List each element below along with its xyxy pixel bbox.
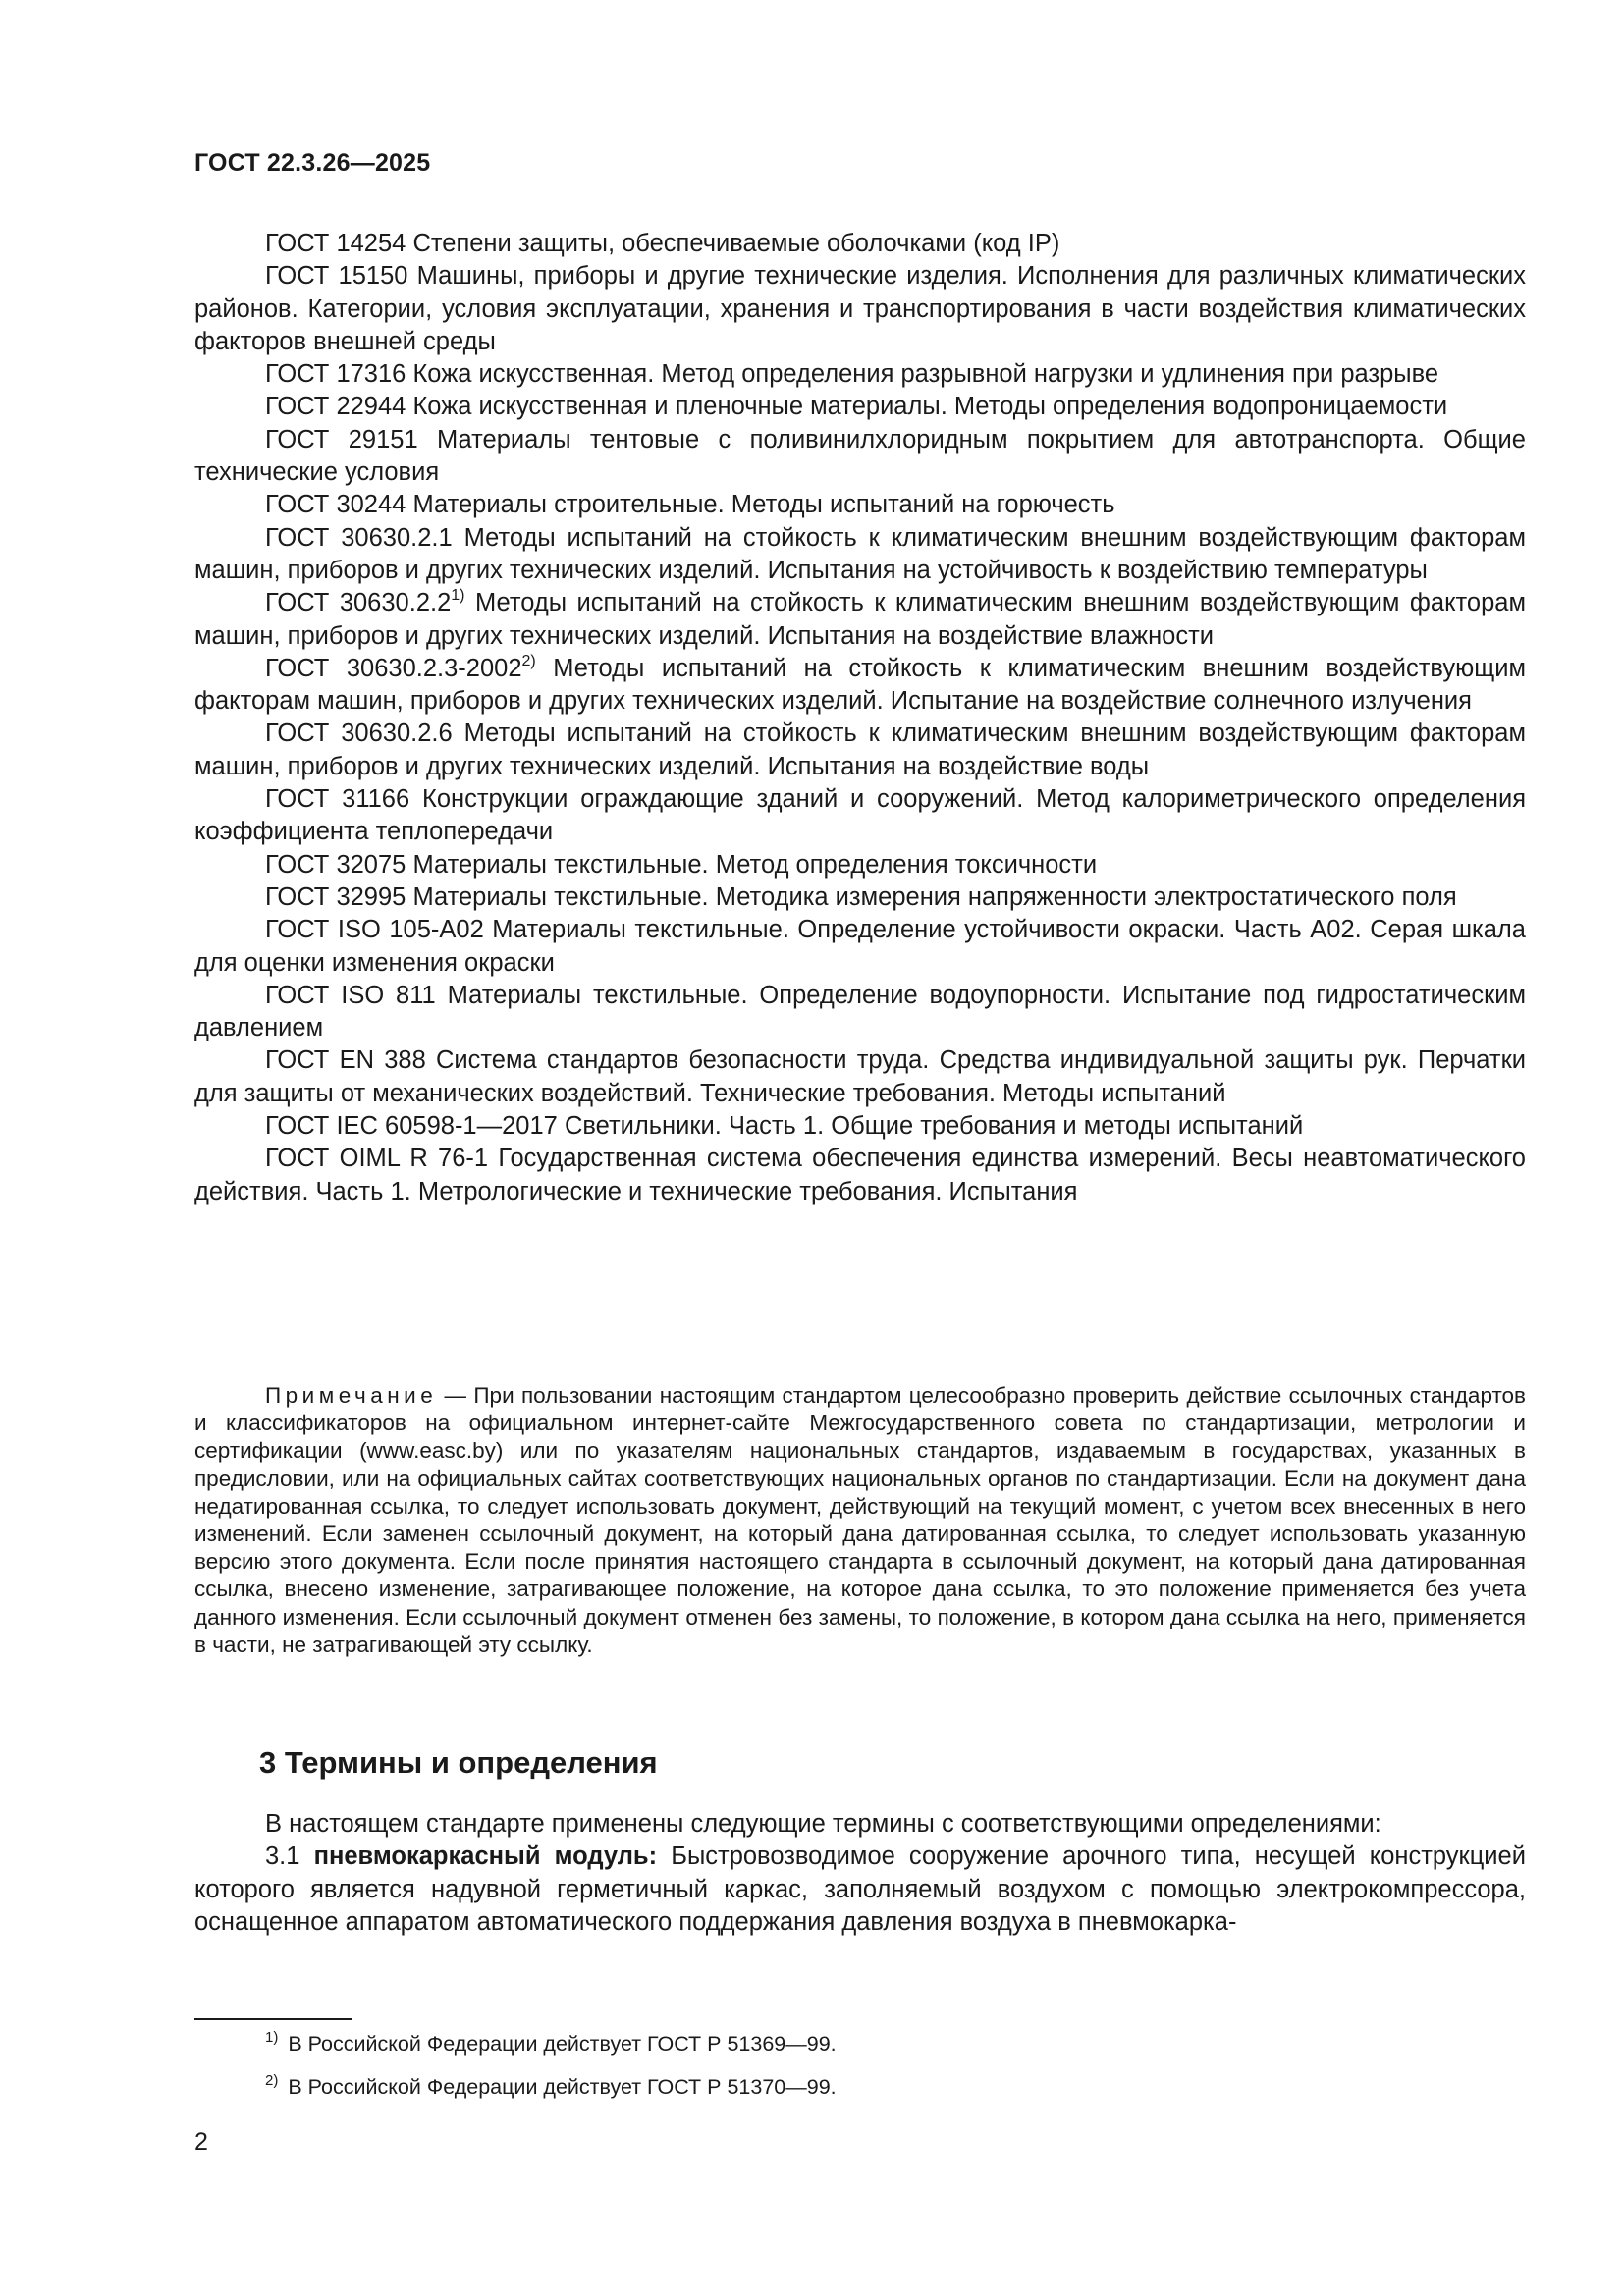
- term-name: пневмокаркасный модуль:: [313, 1842, 658, 1871]
- reference-title: Методы испытаний на стойкость к климатическим внешним воздействующим факторам машин, приборов и других технических изделий. Испытания на воздействие воды: [194, 720, 1526, 780]
- reference-code: ГОСТ ISO 105-A02: [265, 916, 484, 944]
- reference-title: Материалы текстильные. Методика измерения напряженности электростатического поля: [412, 882, 1457, 911]
- reference-code: ГОСТ 30630.2.1: [265, 523, 453, 552]
- reference-title: Материалы текстильные. Определение устойчивости окраски. Часть A02. Серая шкала для оценки изменения окраски: [194, 916, 1526, 977]
- reference-code: ГОСТ 17316: [265, 360, 406, 389]
- reference-item: [194, 980, 1526, 1045]
- reference-item: [194, 783, 1526, 849]
- reference-title: Материалы строительные. Методы испытаний на горючесть: [412, 491, 1115, 519]
- reference-code: ГОСТ EN 388: [265, 1046, 426, 1075]
- footnote-separator: [194, 2018, 352, 2020]
- footnote-marker: 2): [521, 652, 536, 669]
- reference-title: Методы испытаний на стойкость к климатическим внешним воздействующим факторам машин, приборов и других технических изделий. Испытание на воздействие солнечного излучения: [194, 654, 1526, 716]
- section-title: 3 Термины и определения: [259, 1745, 658, 1780]
- reference-item: [194, 391, 1526, 423]
- reference-title: Кожа искусственная и пленочные материалы. Методы определения водопроницаемости: [412, 393, 1448, 421]
- reference-code: ГОСТ 29151: [265, 425, 418, 454]
- section-intro: В настоящем стандарте применены следующие термины с соответствующими определениями:: [265, 1810, 1381, 1838]
- footnote-item: [265, 2065, 837, 2109]
- reference-code: ГОСТ 30630.2.2: [265, 589, 452, 617]
- reference-item: [194, 424, 1526, 490]
- reference-title: Светильники. Часть 1. Общие требования и методы испытаний: [564, 1112, 1304, 1141]
- reference-item: [194, 587, 1526, 653]
- reference-item: [194, 228, 1526, 260]
- reference-title: Государственная система обеспечения единства измерений. Весы неавтоматического действия. Часть 1. Метрологические и технические требования. Испытания: [194, 1145, 1526, 1205]
- normative-references-list: [194, 228, 1526, 1208]
- reference-code: ГОСТ 30630.2.3-2002: [265, 654, 522, 682]
- reference-item: [194, 1044, 1526, 1110]
- reference-item: [194, 849, 1526, 881]
- reference-code: ГОСТ 32995: [265, 882, 406, 911]
- footnote-marker: 1): [451, 587, 465, 605]
- footnote-item: [265, 2022, 837, 2065]
- reference-title: Материалы текстильные. Метод определения токсичности: [412, 850, 1098, 879]
- term-number: 3.1: [265, 1842, 300, 1871]
- reference-code: ГОСТ 22944: [265, 393, 406, 421]
- reference-item: [194, 260, 1526, 358]
- references-note: [194, 1382, 1526, 1659]
- reference-code: ГОСТ ISO 811: [265, 981, 436, 1009]
- note-text: — При пользовании настоящим стандартом целесообразно проверить действие ссылочных стандартов и классификаторов на официальном интернет-сайте Межгосударственного совета по стандартизации, метрологии и сертификации (www.easc.by) или по указателям национальных стандартов, издаваемым в государствах, указанных в предисловии, или на официальных сайтах соответствующих национальных органов по стандартизации. Если на документ дана недатированная ссылка, то следует использовать документ, действующий на текущий момент, с учетом всех внесенных в него изменений. Если заменен ссылочный документ, на который дана датированная ссылка, то следует использовать указанную версию этого документа. Если после принятия настоящего стандарта в ссылочный документ, на который дана датированная ссылка, внесено изменение, затрагивающее положение, на которое дана ссылка, то это положение применяется без учета данного изменения. Если ссылочный документ отменен без замены, то положение, в котором дана ссылка на него, применяется в части, не затрагивающей эту ссылку.: [194, 1383, 1526, 1657]
- reference-item: [194, 914, 1526, 980]
- reference-title: Материалы текстильные. Определение водоупорности. Испытание под гидростатическим давлением: [194, 981, 1526, 1042]
- reference-title: Степени защиты, обеспечиваемые оболочками (код IP): [412, 230, 1060, 257]
- reference-title: Материалы тентовые с поливинилхлоридным покрытием для автотранспорта. Общие технические условия: [194, 425, 1526, 487]
- reference-item: [194, 358, 1526, 391]
- reference-item: [194, 653, 1526, 719]
- reference-code: ГОСТ 14254: [265, 230, 406, 257]
- reference-title: Конструкции ограждающие зданий и сооружений. Метод калориметрического определения коэффициента теплопередачи: [194, 785, 1527, 846]
- footnotes: [265, 2022, 837, 2109]
- reference-item: [194, 881, 1526, 914]
- reference-title: Кожа искусственная. Метод определения разрывной нагрузки и удлинения при разрыве: [412, 360, 1439, 389]
- reference-code: ГОСТ 30244: [265, 491, 406, 519]
- footnote-mark: 2): [265, 2072, 279, 2089]
- footnote-mark: 1): [265, 2029, 279, 2046]
- reference-code: ГОСТ IEC 60598-1—2017: [265, 1112, 558, 1141]
- term-text: Быстровозводимое сооружение арочного типа, несущей конструкцией которого является надувной герметичный каркас, заполняемый воздухом с помощью электрокомпрессора, оснащенное аппаратом автоматического поддержания давления воздуха в пневмокарка-: [194, 1842, 1526, 1936]
- reference-item: [194, 718, 1526, 783]
- section-body: [194, 1808, 1526, 1939]
- term-definition: [194, 1841, 1526, 1939]
- reference-code: ГОСТ 32075: [265, 850, 406, 879]
- document-page: [194, 0, 1526, 2296]
- document-header: ГОСТ 22.3.26—2025: [194, 149, 431, 177]
- footnote-text: В Российской Федерации действует ГОСТ Р 51370—99.: [288, 2075, 837, 2099]
- note-label: Примечание: [265, 1383, 438, 1408]
- reference-code: ГОСТ OIML R 76-1: [265, 1145, 489, 1173]
- reference-code: ГОСТ 31166: [265, 785, 410, 814]
- reference-item: [194, 489, 1526, 521]
- reference-title: Машины, приборы и другие технические изделия. Исполнения для различных климатических районов. Категории, условия эксплуатации, хранения и транспортирования в части воздействия климатических факторов внешней среды: [194, 262, 1526, 355]
- reference-title: Методы испытаний на стойкость к климатическим внешним воздействующим факторам машин, приборов и других технических изделий. Испытания на устойчивость к воздействию температуры: [194, 523, 1526, 584]
- reference-item: [194, 1143, 1526, 1208]
- page-number: 2: [194, 2128, 208, 2156]
- reference-code: ГОСТ 15150: [265, 262, 408, 291]
- reference-title: Система стандартов безопасности труда. Средства индивидуальной защиты рук. Перчатки для защиты от механических воздействий. Технические требования. Методы испытаний: [194, 1046, 1526, 1107]
- reference-item: [194, 522, 1526, 588]
- footnote-text: В Российской Федерации действует ГОСТ Р 51369—99.: [288, 2032, 837, 2056]
- reference-item: [194, 1110, 1526, 1143]
- reference-title: Методы испытаний на стойкость к климатическим внешним воздействующим факторам машин, приборов и других технических изделий. Испытания на воздействие влажности: [194, 589, 1526, 650]
- reference-code: ГОСТ 30630.2.6: [265, 720, 453, 748]
